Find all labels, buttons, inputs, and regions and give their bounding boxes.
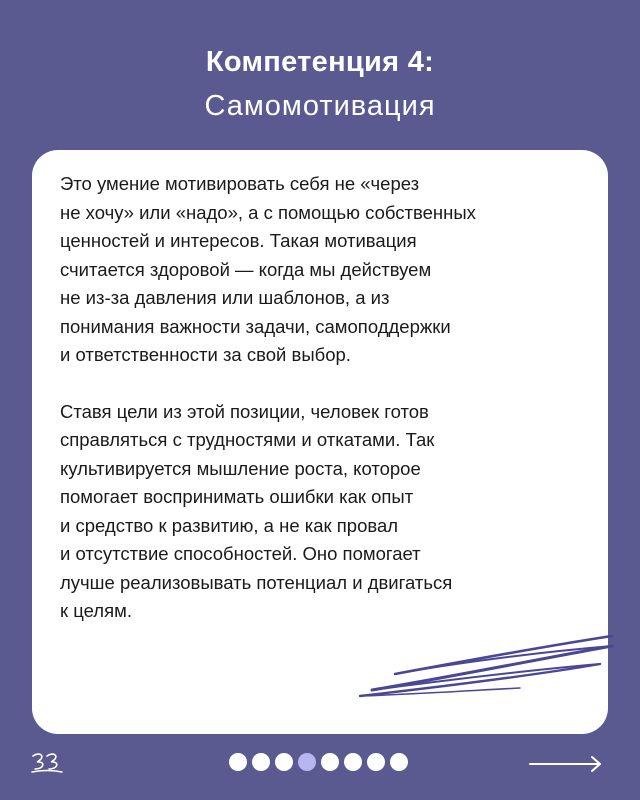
pagination-dot[interactable]	[275, 753, 293, 771]
text-line: и отсутствие способностей. Оно помогает	[60, 543, 421, 564]
text-line: не хочу» или «надо», а с помощью собственных	[60, 201, 476, 223]
pagination-dot[interactable]	[321, 753, 339, 771]
brand-logo-icon	[30, 750, 64, 776]
text-line: Это умение мотивировать себя не «через	[60, 173, 420, 194]
text-line: не из-за давления или шаблонов, а из	[60, 287, 390, 308]
pagination-dot[interactable]	[367, 753, 385, 771]
page-subtitle: Самомотивация	[204, 90, 436, 122]
pagination-dot[interactable]	[390, 753, 408, 771]
page-title: Компетенция 4:	[205, 46, 435, 78]
arrow-right-icon[interactable]	[528, 752, 604, 776]
text-line: Ставя цели из этой позиции, человек готов	[60, 400, 429, 422]
text-line: помогает воспринимать ошибки как опыт	[60, 486, 414, 507]
text-line: к целям.	[60, 600, 132, 621]
text-line: лучше реализовывать потенциал и двигаться	[60, 571, 453, 593]
text-line: справляться с трудностями и откатами. Так	[60, 429, 435, 450]
text-line: и ответственности за свой выбор.	[60, 344, 351, 365]
text-line: и средство к развитию, а не как провал	[60, 514, 399, 536]
text-line: считается здоровой — когда мы действуем	[60, 258, 432, 280]
pagination-dot[interactable]	[344, 753, 362, 771]
pagination-dots	[229, 753, 408, 771]
text-line: культивируется мышление роста, которое	[60, 457, 421, 479]
pagination-dot-active[interactable]	[298, 753, 316, 771]
pagination-dot[interactable]	[229, 753, 247, 771]
pagination-dot[interactable]	[252, 753, 270, 771]
text-line: понимания важности задачи, самоподдержки	[60, 315, 451, 337]
text-line: ценностей и интересов. Такая мотивация	[60, 230, 417, 251]
